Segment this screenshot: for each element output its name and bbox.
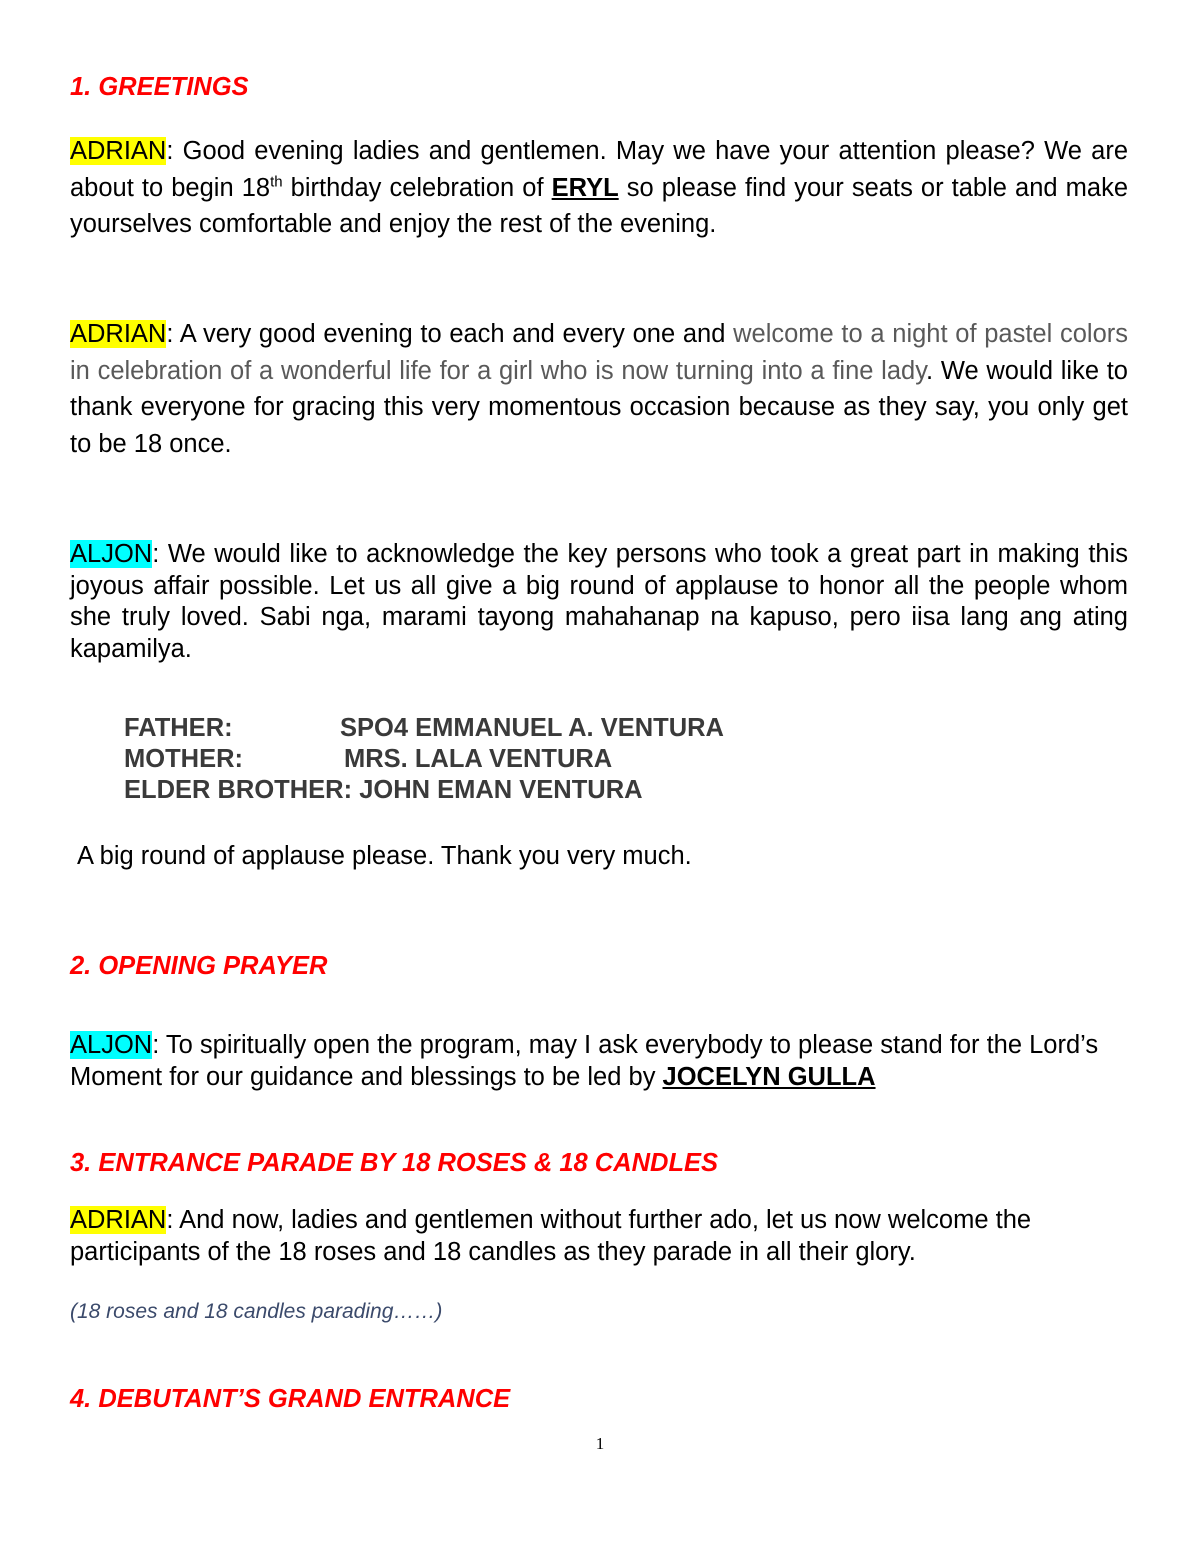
stage-direction-note: (18 roses and 18 candles parading……) (70, 1300, 443, 1323)
family-row-mother (124, 744, 724, 775)
paragraph-text: so please find your seats or table and make yourselves comfortable and enjoy the rest of the evening. (70, 173, 1128, 238)
paragraph-text: birthday celebration of (282, 173, 552, 202)
paragraph-text: : Good evening ladies and gentlemen. May we have your attention please? We are about to begin 18 (70, 137, 1128, 202)
family-name: SPO4 EMMANUEL A. VENTURA (340, 714, 724, 742)
prayer-leader-name: JOCELYN GULLA (662, 1062, 876, 1091)
speaker-label: ADRIAN (70, 137, 167, 165)
applause-line: A big round of applause please. Thank you very much. (77, 842, 692, 870)
greetings-paragraph-3 (70, 539, 1128, 665)
family-role: ELDER BROTHER: (124, 776, 353, 804)
section-heading-greetings: 1. GREETINGS (70, 73, 249, 101)
family-name: JOHN EMAN VENTURA (359, 776, 643, 804)
section-heading-entrance-parade: 3. ENTRANCE PARADE BY 18 ROSES & 18 CANDLES (70, 1149, 719, 1177)
debutant-name: ERYL (551, 173, 619, 202)
family-role: MOTHER: (124, 745, 243, 773)
family-list (124, 713, 724, 806)
paragraph-text: : To spiritually open the program, may I ask everybody to please stand for the Lord’s Moment for our guidance and blessings to be led by (70, 1031, 1099, 1091)
page-number: 1 (595, 1434, 605, 1453)
section-heading-opening-prayer: 2. OPENING PRAYER (70, 952, 328, 980)
opening-prayer-paragraph (70, 1030, 1128, 1093)
paragraph-text-grey: welcome to a night of pastel colors in celebration of a wonderful life for a girl who is now turning into a fine lady (70, 320, 1128, 385)
paragraph-text: . We would like to thank everyone for gracing this very momentous occasion because as they say, you only get to be 18 once. (70, 356, 1128, 458)
paragraph-text: : We would like to acknowledge the key persons who took a great part in making this joyous affair possible. Let us all give a big round of applause to honor all the people whom she truly loved. Sabi nga, marami tayong mahahanap na kapuso, pero iisa lang ang ating kapamilya. (70, 540, 1128, 663)
greetings-paragraph-2 (70, 316, 1128, 462)
speaker-label: ALJON (70, 540, 153, 568)
family-role: FATHER: (124, 714, 233, 742)
speaker-label: ADRIAN (70, 320, 167, 348)
speaker-label: ADRIAN (70, 1206, 167, 1234)
family-name: MRS. LALA VENTURA (344, 745, 613, 773)
paragraph-text: : A very good evening to each and every one and (166, 320, 734, 348)
family-row-brother (124, 775, 724, 806)
section-heading-grand-entrance: 4. DEBUTANT’S GRAND ENTRANCE (70, 1385, 511, 1413)
speaker-label: ALJON (70, 1031, 153, 1059)
paragraph-text: : And now, ladies and gentlemen without further ado, let us now welcome the participants of the 18 roses and 18 candles as they parade in all their glory. (70, 1206, 1032, 1266)
greetings-paragraph-1 (70, 133, 1128, 243)
entrance-parade-paragraph (70, 1205, 1120, 1268)
family-row-father (124, 713, 724, 744)
superscript: th (270, 173, 283, 190)
